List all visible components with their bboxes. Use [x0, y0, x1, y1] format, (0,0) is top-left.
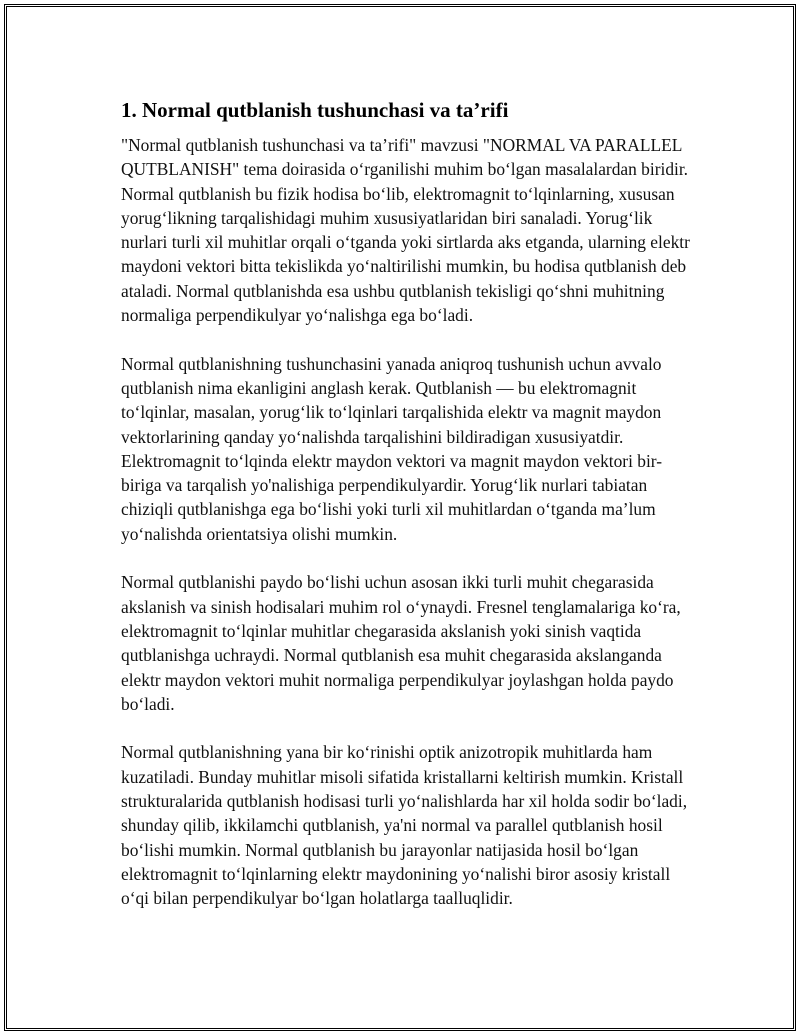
paragraph-4: Normal qutblanishning yana bir ko‘rinishi optik anizotropik muhitlarda ham kuzatiladi. Bunday muhitlar misoli sifatida kristallarni keltirish mumkin. Kristall strukturalarida qutblanish hodisasi turli yo‘nalishlarda har xil holda sodir bo‘ladi, shunday qilib, ikkilamchi qutblanish, ya'ni normal va parallel qutblanish hosil bo‘lishi mumkin. Normal qutblanish bu jarayonlar natijasida hosil bo‘lgan elektromagnit to‘lqinlarning elektr maydonining yo‘nalishi biror asosiy kristall o‘qi bilan perpendikulyar bo‘lgan holatlarga taalluqlidir.: [121, 742, 688, 909]
document-body: [121, 97, 696, 935]
section-heading: 1. Normal qutblanish tushunchasi va ta’rifi: [121, 98, 509, 122]
paragraph-2: Normal qutblanishning tushunchasini yanada aniqroq tushunish uchun avvalo qutblanish nima ekanligini anglash kerak. Qutblanish — bu elektromagnit to‘lqinlar, masalan, yorug‘lik to‘lqinlari tarqalishida elektr va magnit maydon vektorlarining qanday yo‘nalishda tarqalishini bildiradigan xususiyatdir. Elektromagnit to‘lqinda elektr maydon vektori va magnit maydon vektori bir-biriga va tarqalish yo'nalishiga perpendikulyardir. Yorug‘lik nurlari tabiatan chiziqli qutblanishga ega bo‘lishi yoki turli xil muhitlardan o‘tganda ma’lum yo‘nalishda orientatsiya olishi mumkin.: [121, 353, 663, 544]
paragraph-3: Normal qutblanishi paydo bo‘lishi uchun asosan ikki turli muhit chegarasida akslanish va sinish hodisalari muhim rol o‘ynaydi. Fresnel tenglamalariga ko‘ra, elektromagnit to‘lqinlar muhitlar chegarasida akslanish yoki sinish vaqtida qutblanishga uchraydi. Normal qutblanish esa muhit chegarasida akslanganda elektr maydon vektori muhit normaliga perpendikulyar joylashgan holda paydo bo‘ladi.: [121, 572, 681, 714]
document-page: [4, 4, 796, 1031]
paragraph-1: "Normal qutblanish tushunchasi va ta’rifi" mavzusi "NORMAL VA PARALLEL QUTBLANISH" tema doirasida o‘rganilishi muhim bo‘lgan masalalardan biridir. Normal qutblanish bu fizik hodisa bo‘lib, elektromagnit to‘lqinlarning, xususan yorug‘likning tarqalishidagi muhim xususiyatlaridan biri sanaladi. Yorug‘lik nurlari turli xil muhitlar orqali o‘tganda yoki sirtlarda aks etganda, ularning elektr maydoni vektori bitta tekislikda yo‘naltirilishi mumkin, bu hodisa qutblanish deb ataladi. Normal qutblanishda esa ushbu qutblanish tekisligi qo‘shni muhitning normaliga perpendikulyar yo‘nalishga ega bo‘ladi.: [121, 135, 690, 326]
